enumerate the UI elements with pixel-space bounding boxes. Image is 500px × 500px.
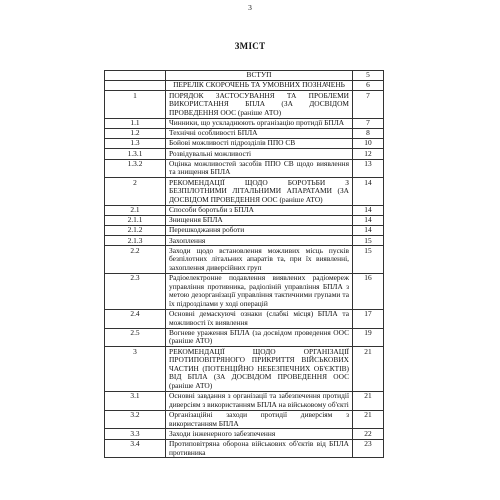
toc-title: Бойові можливості підрозділів ППО СВ [166, 139, 353, 149]
toc-number: 2.3 [105, 273, 166, 309]
toc-page: 17 [353, 309, 384, 328]
page-title: ЗМІСТ [234, 41, 266, 51]
toc-row [105, 439, 384, 458]
toc-row [105, 429, 384, 439]
table-of-contents [104, 70, 384, 458]
toc-page: 14 [353, 205, 384, 215]
toc-title: ПЕРЕЛІК СКОРОЧЕНЬ ТА УМОВНИХ ПОЗНАЧЕНЬ [166, 81, 353, 91]
page-number: 3 [248, 3, 252, 12]
toc-number [105, 81, 166, 91]
toc-title: Основні демаскуючі ознаки (слабкі місця) БПЛА та можливості їх виявлення [166, 309, 353, 328]
toc-row [105, 118, 384, 128]
toc-number: 3.3 [105, 429, 166, 439]
toc-number: 1.3.1 [105, 149, 166, 159]
toc-title: Радіоелектронне подавлення виявлених радіомереж управління противника, радіоліній управління БПЛА з метою дезорганізації управління тактичними групами та їх підрозділами у ході операцій [166, 273, 353, 309]
toc-row [105, 71, 384, 81]
toc-row [105, 91, 384, 118]
toc-row [105, 159, 384, 178]
toc-row [105, 178, 384, 205]
toc-row [105, 347, 384, 392]
toc-title: Чинники, що ускладнюють організацію протидії БПЛА [166, 118, 353, 128]
toc-number: 2.5 [105, 328, 166, 347]
toc-number: 2.1.2 [105, 226, 166, 236]
toc-page: 7 [353, 118, 384, 128]
toc-page: 7 [353, 91, 384, 118]
toc-row [105, 410, 384, 429]
toc-title: Знищення БПЛА [166, 215, 353, 225]
toc-title: ВСТУП [166, 71, 353, 81]
toc-number: 1.1 [105, 118, 166, 128]
toc-page: 12 [353, 149, 384, 159]
toc-number: 3.4 [105, 439, 166, 458]
toc-title: Способи боротьби з БПЛА [166, 205, 353, 215]
toc-title: РЕКОМЕНДАЦІЇ ЩОДО ОРГАНІЗАЦІЇ ПРОТИПОВІТРЯНОГО ПРИКРИТТЯ ВІЙСЬКОВИХ ЧАСТИН (ПОТЕНЦІЙНО НЕБЕЗПЕЧНИХ ОБ'ЄКТІВ) ВІД БПЛА (ЗА ДОСВІДОМ ПРОВЕДЕННЯ ООС (раніше АТО) [166, 347, 353, 392]
toc-page: 21 [353, 347, 384, 392]
toc-row [105, 236, 384, 246]
toc-number: 2.1.3 [105, 236, 166, 246]
toc-page: 21 [353, 410, 384, 429]
toc-title: Вогневе ураження БПЛА (за досвідом проведення ООС (раніше АТО) [166, 328, 353, 347]
toc-title: Організаційні заходи протидії диверсіям з використанням БПЛА [166, 410, 353, 429]
toc-number: 3.1 [105, 391, 166, 410]
toc-title: Заходи інженерного забезпечення [166, 429, 353, 439]
toc-row [105, 81, 384, 91]
toc-page: 22 [353, 429, 384, 439]
toc-page: 16 [353, 273, 384, 309]
toc-page: 13 [353, 159, 384, 178]
toc-row [105, 328, 384, 347]
toc-row [105, 309, 384, 328]
toc-number: 3 [105, 347, 166, 392]
toc-row [105, 273, 384, 309]
toc-page: 8 [353, 128, 384, 138]
toc-number: 1.3 [105, 139, 166, 149]
toc-row [105, 391, 384, 410]
toc-title: Розвідувальні можливості [166, 149, 353, 159]
toc-title: Технічні особливості БПЛА [166, 128, 353, 138]
toc-title: Протиповітряна оборона військових об'єктів від БПЛА противника [166, 439, 353, 458]
toc-number: 2.4 [105, 309, 166, 328]
toc-page: 14 [353, 215, 384, 225]
toc-number: 2 [105, 178, 166, 205]
toc-title: Заходи щодо встановлення можливих місць пусків безпілотних літальних апаратів та, при їх виявленні, захоплення диверсійних груп [166, 246, 353, 273]
toc-title: ПОРЯДОК ЗАСТОСУВАННЯ ТА ПРОБЛЕМИ ВИКОРИСТАННЯ БПЛА (ЗА ДОСВІДОМ ПРОВЕДЕННЯ ООС (раніше АТО) [166, 91, 353, 118]
toc-number: 1.2 [105, 128, 166, 138]
toc-page: 19 [353, 328, 384, 347]
toc-row [105, 246, 384, 273]
toc-page: 10 [353, 139, 384, 149]
toc-title: Основні завдання з організації та забезпечення протидії диверсіям з використанням БПЛА на військовому об'єкті [166, 391, 353, 410]
toc-number: 1 [105, 91, 166, 118]
toc-page: 15 [353, 246, 384, 273]
toc-row [105, 139, 384, 149]
toc-page: 6 [353, 81, 384, 91]
toc-number: 3.2 [105, 410, 166, 429]
toc-number: 2.1.1 [105, 215, 166, 225]
toc-row [105, 215, 384, 225]
toc-number: 2.2 [105, 246, 166, 273]
toc-page: 15 [353, 236, 384, 246]
toc-title: Захоплення [166, 236, 353, 246]
toc-number: 2.1 [105, 205, 166, 215]
toc-page: 23 [353, 439, 384, 458]
toc-page: 14 [353, 178, 384, 205]
toc-row [105, 205, 384, 215]
toc-row [105, 149, 384, 159]
toc-title: Оцінка можливостей засобів ППО СВ щодо виявлення та знищення БПЛА [166, 159, 353, 178]
toc-page: 5 [353, 71, 384, 81]
toc-title: РЕКОМЕНДАЦІЇ ЩОДО БОРОТЬБИ З БЕЗПІЛОТНИМИ ЛІТАЛЬНИМИ АПАРАТАМИ (ЗА ДОСВІДОМ ПРОВЕДЕННЯ ООС (раніше АТО) [166, 178, 353, 205]
toc-row [105, 128, 384, 138]
toc-number: 1.3.2 [105, 159, 166, 178]
toc-page: 21 [353, 391, 384, 410]
toc-number [105, 71, 166, 81]
toc-title: Перешкоджання роботи [166, 226, 353, 236]
toc-page: 14 [353, 226, 384, 236]
toc-row [105, 226, 384, 236]
